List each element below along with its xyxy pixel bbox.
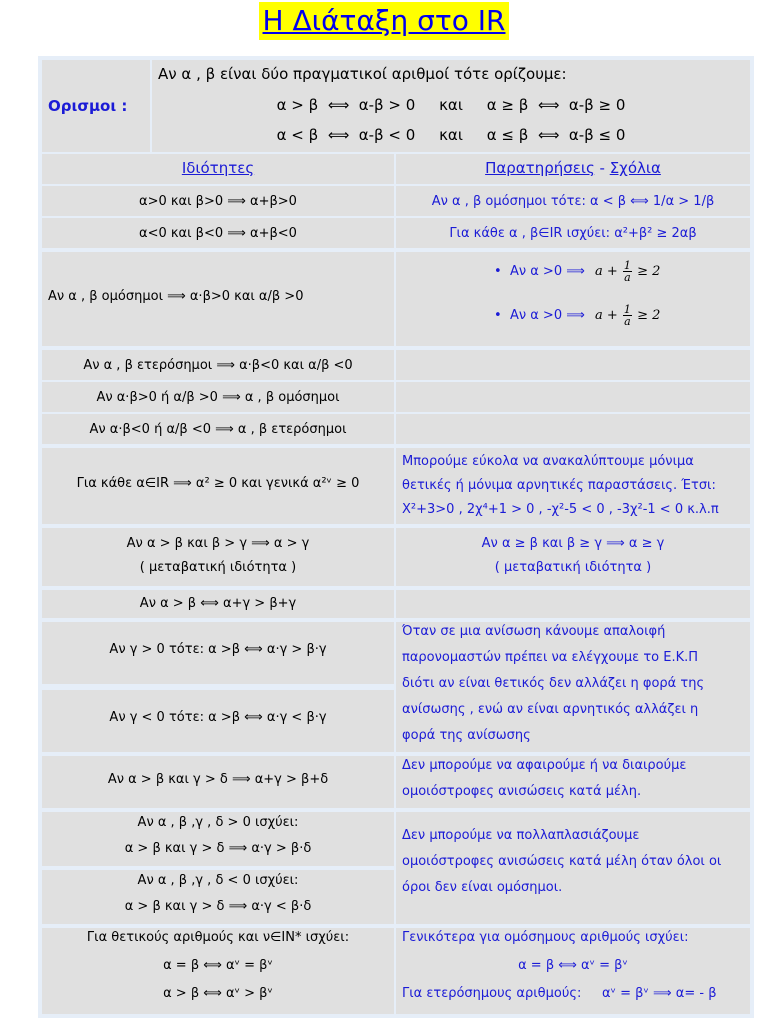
row-15-right-line-1: Γενικότερα για ομόσημους αριθμούς ισχύει:: [402, 930, 689, 945]
row-11-left: [42, 690, 394, 752]
page-title: Η Διάταξη στο IR: [259, 2, 510, 40]
row-3-ge-1: ≥ 2: [637, 264, 661, 279]
row-10-right-line-4: ανίσωσης , ενώ αν είναι αρνητικός αλλάζει η: [402, 702, 699, 717]
definitions-body-cell: [152, 60, 750, 152]
definitions-intro: Αν α , β είναι δύο πραγματικοί αριθμοί τότε ορίζουμε:: [158, 65, 567, 83]
row-2-left-text: α<0 και β<0 ⟹ α+β<0: [139, 226, 297, 241]
header-properties[interactable]: Ιδιότητες: [181, 159, 255, 177]
row-10-right-line-2: παρονομαστών πρέπει να ελέγχουμε το Ε.Κ.Π: [402, 650, 699, 665]
row-15-left: [42, 928, 394, 1014]
row-15-right-line-3: Για ετερόσημους αριθμούς: αᵛ = βᵛ ⟹ α= - β: [402, 986, 717, 1001]
properties-table: [38, 56, 754, 1018]
row-12-right: [396, 756, 750, 808]
row-12-left: [42, 756, 394, 808]
row-3-bullet-2-text: Αν α >0 ⟹: [509, 308, 585, 323]
row-8-left-line-1: Αν α > β και β > γ ⟹ α > γ: [126, 536, 310, 551]
row-2-left: [42, 218, 394, 248]
header-separator: -: [594, 159, 610, 177]
row-15-right-line-2: α = β ⟺ αᵛ = βᵛ: [518, 958, 628, 973]
definitions-line-1: α > β ⟺ α-β > 0 και α ≥ β ⟺ α-β ≥ 0: [276, 96, 626, 114]
row-6-left: [42, 414, 394, 444]
fraction-1-den: a: [624, 271, 631, 284]
row-7-left-text: Για κάθε α∈IR ⟹ α² ≥ 0 και γενικά α²ᵛ ≥ 0: [76, 476, 360, 491]
row-13-left-line-1: Αν α , β ,γ , δ > 0 ισχύει:: [137, 815, 299, 830]
row-1-left: [42, 186, 394, 216]
row-6-right: [396, 414, 750, 444]
row-13-right: [396, 812, 750, 924]
fraction-2-num: 1: [623, 303, 631, 316]
row-4-left: [42, 350, 394, 380]
row-7-right-line-2: θετικές ή μόνιμα αρνητικές παραστάσεις. Έτσι:: [402, 478, 716, 493]
row-10-right-line-3: διότι αν είναι θετικός δεν αλλάζει η φορά της: [402, 676, 705, 691]
row-3-left-text: Αν α , β ομόσημοι ⟹ α·β>0 και α/β >0: [48, 289, 304, 304]
row-14-left-line-1: Αν α , β ,γ , δ < 0 ισχύει:: [137, 873, 299, 888]
row-7-right-line-3: Χ²+3>0 , 2χ⁴+1 > 0 , -χ²-5 < 0 , -3χ²-1 < 0 κ.λ.π: [402, 502, 719, 517]
bullet-icon: •: [494, 308, 502, 323]
row-14-left-line-2: α > β και γ > δ ⟹ α·γ < β·δ: [124, 899, 312, 914]
row-2-right-text: Για κάθε α , β∈IR ισχύει: α²+β² ≥ 2αβ: [449, 226, 697, 241]
definitions-line-2: α < β ⟺ α-β < 0 και α ≤ β ⟺ α-β ≤ 0: [276, 126, 626, 144]
row-8-right: [396, 528, 750, 586]
row-13-left: [42, 812, 394, 866]
row-13-left-line-2: α > β και γ > δ ⟹ α·γ > β·δ: [124, 841, 312, 856]
row-12-left-text: Αν α > β και γ > δ ⟹ α+γ > β+δ: [107, 772, 329, 787]
row-12-right-line-1: Δεν μπορούμε να αφαιρούμε ή να διαιρούμε: [402, 758, 687, 773]
row-13-right-line-3: όροι δεν είναι ομόσημοι.: [402, 880, 563, 895]
row-15-right: [396, 928, 750, 1014]
fraction-1-num: 1: [623, 259, 631, 272]
header-right-cell: [396, 154, 750, 184]
fraction-2: [623, 304, 632, 327]
row-11-left-text: Αν γ < 0 τότε: α >β ⟺ α·γ < β·γ: [109, 710, 327, 725]
title-bar: [0, 0, 768, 44]
header-left-cell: [42, 154, 394, 184]
row-7-left: [42, 448, 394, 524]
row-3-expr-2: a +: [595, 308, 618, 323]
row-6-left-text: Αν α·β<0 ή α/β <0 ⟹ α , β ετερόσημοι: [89, 422, 347, 437]
row-8-right-line-1: Αν α ≥ β και β ≥ γ ⟹ α ≥ γ: [481, 536, 665, 551]
row-3-expr-1: a +: [595, 264, 618, 279]
row-5-right: [396, 382, 750, 412]
header-remarks: [396, 159, 750, 177]
header-remarks-link[interactable]: Παρατηρήσεις: [485, 159, 595, 177]
row-1-right: [396, 186, 750, 216]
row-10-left-text: Αν γ > 0 τότε: α >β ⟺ α·γ > β·γ: [109, 642, 327, 657]
row-3-bullet-1-text: Αν α >0 ⟹: [509, 264, 585, 279]
definitions-label: Ορισμοι :: [48, 97, 128, 115]
row-4-left-text: Αν α , β ετερόσημοι ⟹ α·β<0 και α/β <0: [83, 358, 353, 373]
row-3-ge-2: ≥ 2: [637, 308, 661, 323]
row-8-left-line-2: ( μεταβατική ιδιότητα ): [139, 560, 297, 575]
row-10-left: [42, 622, 394, 684]
row-15-left-line-2: α = β ⟺ αᵛ = βᵛ: [163, 958, 273, 973]
row-4-right: [396, 350, 750, 380]
definitions-label-cell: [42, 60, 150, 152]
row-10-right: [396, 622, 750, 752]
row-7-right: [396, 448, 750, 524]
row-15-left-line-3: α > β ⟺ αᵛ > βᵛ: [163, 986, 273, 1001]
row-8-left: [42, 528, 394, 586]
row-13-right-line-2: ομοιόστροφες ανισώσεις κατά μέλη όταν όλοι οι: [402, 854, 722, 869]
row-3-right: [396, 252, 750, 346]
header-comments-link[interactable]: Σχόλια: [609, 159, 661, 177]
row-13-right-line-1: Δεν μπορούμε να πολλαπλασιάζουμε: [402, 828, 640, 843]
row-9-right: [396, 590, 750, 618]
row-5-left-text: Αν α·β>0 ή α/β >0 ⟹ α , β ομόσημοι: [96, 390, 340, 405]
row-5-left: [42, 382, 394, 412]
row-14-left: [42, 870, 394, 924]
row-3-left: [42, 252, 394, 346]
row-9-left-text: Αν α > β ⟺ α+γ > β+γ: [139, 596, 297, 611]
fraction-1: [623, 260, 632, 283]
row-12-right-line-2: ομοιόστροφες ανισώσεις κατά μέλη.: [402, 784, 642, 799]
bullet-icon: •: [494, 264, 502, 279]
fraction-2-den: a: [624, 315, 631, 328]
row-10-right-line-5: φορά της ανίσωσης: [402, 728, 531, 743]
row-10-right-line-1: Όταν σε μια ανίσωση κάνουμε απαλοιφή: [402, 624, 666, 639]
row-3-bullet-1: [494, 260, 750, 283]
row-1-right-text: Αν α , β ομόσημοι τότε: α < β ⟺ 1/α > 1/β: [431, 194, 715, 209]
row-3-bullet-2: [494, 304, 750, 327]
row-9-left: [42, 590, 394, 618]
row-2-right: [396, 218, 750, 248]
row-1-left-text: α>0 και β>0 ⟹ α+β>0: [139, 194, 297, 209]
row-8-right-line-2: ( μεταβατική ιδιότητα ): [494, 560, 652, 575]
row-7-right-line-1: Μπορούμε εύκολα να ανακαλύπτουμε μόνιμα: [402, 454, 694, 469]
row-15-left-line-1: Για θετικούς αριθμούς και ν∈IN* ισχύει:: [86, 930, 350, 945]
